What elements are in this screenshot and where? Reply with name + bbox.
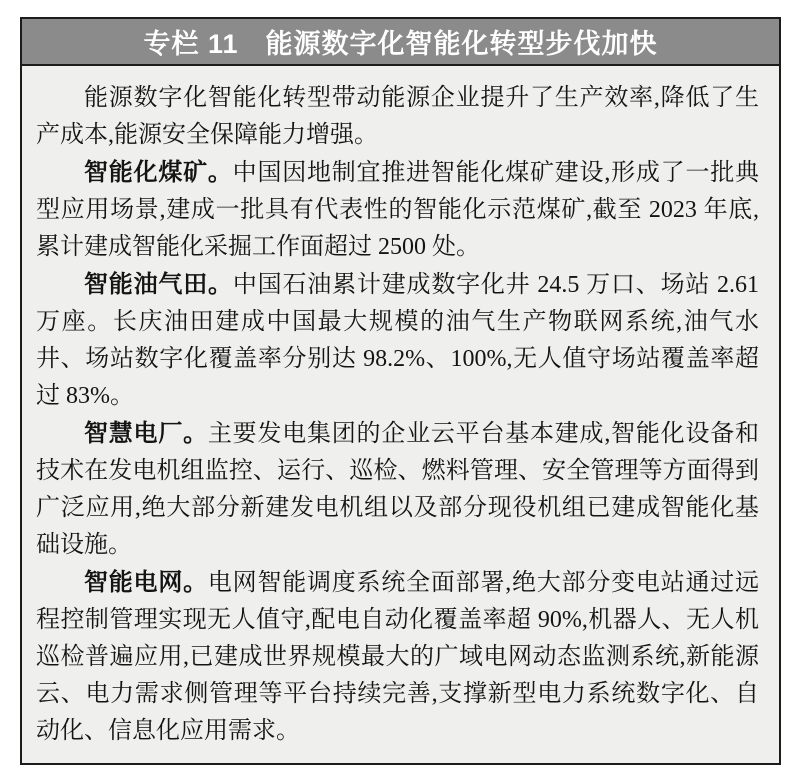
box-panel	[20, 17, 781, 765]
box-number-label: 专栏 11	[143, 29, 239, 59]
paragraph-smart-oil-gas-fields	[36, 266, 759, 415]
box-title: 能源数字化智能化转型步伐加快	[265, 29, 658, 59]
paragraph-text: 中国石油累计建成数字化井 24.5 万口、场站 2.61 万座。长庆油田建成中国最大规模的油气生产物联网系统,油气水井、场站数字化覆盖率分别达 98.2%、100%,无人值守场站覆盖率超过 83%。	[36, 272, 760, 409]
paragraph-smart-power-plants	[36, 415, 759, 564]
paragraph-smart-grid	[36, 564, 759, 750]
paragraph-text: 能源数字化智能化转型带动能源企业提升了生产效率,降低了生产成本,能源安全保障能力增强。	[36, 85, 759, 148]
paragraph-text: 中国因地制宜推进智能化煤矿建设,形成了一批典型应用场景,建成一批具有代表性的智能化示范煤矿,截至 2023 年底,累计建成智能化采掘工作面超过 2500 处。	[36, 160, 760, 260]
paragraph-intro	[36, 79, 759, 154]
paragraph-text: 主要发电集团的企业云平台基本建成,智能化设备和技术在发电机组监控、运行、巡检、燃料管理、安全管理等方面得到广泛应用,绝大部分新建发电机组以及部分现役机组已建成智能化基础设施。	[36, 421, 760, 558]
paragraph-lead: 智慧电厂。	[84, 420, 208, 447]
box-header	[22, 19, 779, 66]
paragraph-text: 电网智能调度系统全面部署,绝大部分变电站通过远程控制管理实现无人值守,配电自动化覆盖率超 90%,机器人、无人机巡检普遍应用,已建成世界规模最大的广域电网动态监测系统,新能源云、电力需求侧管理等平台持续完善,支撑新型电力系统数字化、自动化、信息化应用需求。	[36, 570, 760, 744]
paragraph-lead: 智能化煤矿。	[84, 159, 233, 186]
paragraph-lead: 智能电网。	[84, 569, 208, 596]
paragraph-lead: 智能油气田。	[84, 271, 233, 298]
paragraph-smart-coal-mines	[36, 154, 759, 266]
box-body	[22, 66, 779, 763]
